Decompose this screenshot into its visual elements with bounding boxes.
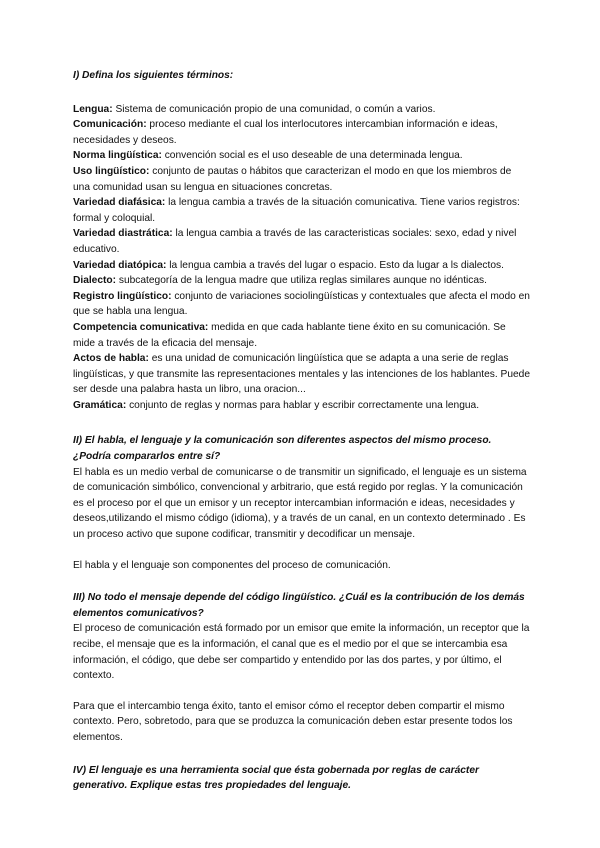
section2-heading: II) El habla, el lenguaje y la comunicación son diferentes aspectos del mismo proceso. ¿Podría compararlos entre sí?	[73, 435, 492, 463]
term-uso-linguistico	[73, 164, 530, 195]
term-definition: la lengua cambia a través de la situación comunicativa. Tiene varios registros: formal y coloquial.	[73, 197, 520, 224]
section3-paragraph-1: El proceso de comunicación está formado por un emisor que emite la información, un receptor que la recibe, el mensaje que es la información, el canal que es el medio por el que se intercambia esa información, el código, que debe ser compartido y entendido por las dos partes, y por último, el contexto.	[73, 623, 530, 682]
term-label: Uso lingüístico:	[73, 165, 150, 177]
term-registro-linguistico	[73, 289, 530, 320]
section1-heading: I) Defina los siguientes términos:	[73, 70, 234, 81]
term-gramatica	[73, 398, 530, 414]
term-definition: medida en que cada hablante tiene éxito en su comunicación. Se mide a través de la eficacia del mensaje.	[73, 321, 506, 349]
term-variedad-diatopica	[73, 258, 530, 274]
term-label: Registro lingüístico:	[73, 290, 172, 302]
term-definition: conjunto de variaciones sociolingüísticas y contextuales que afecta el modo en que se habla una lengua.	[73, 290, 530, 318]
term-label: Gramática:	[73, 399, 127, 411]
term-lengua	[73, 102, 530, 118]
term-definition: conjunto de reglas y normas para hablar y escribir correctamente una lengua.	[126, 399, 480, 411]
section2-paragraph-1: El habla es un medio verbal de comunicarse o de transmitir un significado, el lenguaje es un sistema de comunicación simbólico, convencional y arbitrario, que está regido por reglas. Y la comunicación es el proceso por el que un emisor y un receptor intercambian información e ideas, necesidades y deseos,utilizando el mismo código (idioma), y a través de un canal, en un contexto determinado . Es un proceso activo que supone codificar, transmitir y decodificar un mensaje.	[73, 466, 527, 541]
term-norma-linguistica	[73, 148, 530, 164]
section4-heading: IV) El lenguaje es una herramienta social que ésta gobernada por reglas de carácter generativo. Explique estas tres propiedades del lenguaje.	[73, 764, 479, 792]
term-definition: subcategoría de la lengua madre que utiliza reglas similares aunque no idénticas.	[116, 275, 487, 287]
term-label: Lengua:	[73, 103, 113, 115]
term-label: Variedad diatópica:	[73, 259, 167, 271]
term-label: Variedad diafásica:	[73, 197, 166, 209]
term-definition: conjunto de pautas o hábitos que caracterizan el modo en que los miembros de una comunidad usan su lengua en situaciones concretas.	[73, 165, 512, 193]
term-competencia-comunicativa	[73, 320, 530, 351]
term-definition: Sistema de comunicación propio de una comunidad, o común a varios.	[112, 103, 436, 115]
term-definition: la lengua cambia a través de las caracteristicas sociales: sexo, edad y nivel educativo.	[73, 228, 517, 255]
term-definition: la lengua cambia a través del lugar o espacio. Esto da lugar a ls dialectos.	[166, 259, 504, 271]
term-dialecto	[73, 273, 530, 289]
term-actos-de-habla	[73, 351, 530, 398]
term-label: Competencia comunicativa:	[73, 321, 209, 333]
section3-heading: III) No todo el mensaje depende del código lingüístico. ¿Cuál es la contribución de los demás elementos comunicativos?	[73, 592, 525, 619]
section2-paragraph-2: El habla y el lenguaje son componentes del proceso de comunicación.	[73, 559, 391, 571]
term-label: Norma lingüística:	[73, 150, 162, 162]
term-label: Dialecto:	[73, 275, 117, 287]
term-label: Actos de habla:	[73, 353, 149, 365]
term-comunicacion	[73, 117, 530, 148]
term-definition: convención social es el uso deseable de una determinada lengua.	[161, 150, 463, 162]
term-definition: es una unidad de comunicación lingüística que se adapta a una serie de reglas lingüísticas, y que transmite las representaciones mentales y las intenciones de los hablantes. Puede ser desde una palabra hasta un libro, una oracion...	[73, 353, 530, 396]
term-label: Variedad diastrática:	[73, 228, 173, 240]
term-definition: proceso mediante el cual los interlocutores intercambian información e ideas, necesidades y deseos.	[73, 119, 498, 146]
terms-list	[73, 102, 530, 414]
term-label: Comunicación:	[73, 119, 147, 131]
term-variedad-diafasica	[73, 195, 530, 226]
section3-paragraph-2: Para que el intercambio tenga éxito, tanto el emisor cómo el receptor deben compartir el mismo contexto. Pero, sobretodo, para que se produzca la comunicación deben estar presente todos los elementos.	[73, 700, 513, 743]
term-variedad-diastratica	[73, 226, 530, 257]
